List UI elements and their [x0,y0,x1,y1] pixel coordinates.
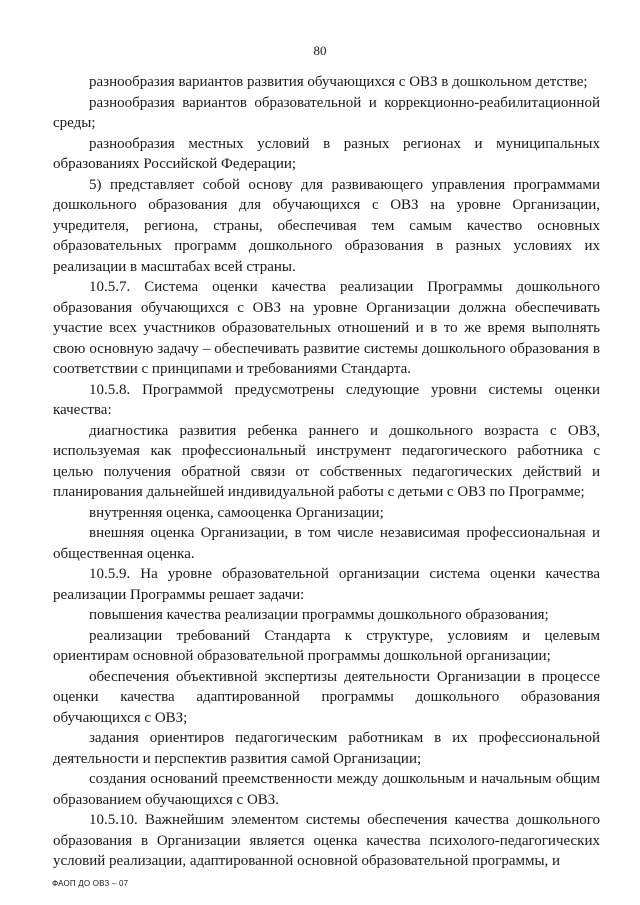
paragraph: внутренняя оценка, самооценка Организации; [89,504,384,521]
paragraph: задания ориентиров педагогическим работникам в их профессиональной деятельности и перспектив развития самой Организации; [53,730,600,767]
paragraph: обеспечения объективной экспертизы деятельности Организации в процессе оценки качества адаптированной программы дошкольного образования обучающихся с ОВЗ; [53,668,600,726]
paragraph: реализации требований Стандарта к структуре, условиям и целевым ориентирам основной образовательной программы дошкольной организации; [53,627,600,664]
document-body [53,72,600,872]
paragraph: 10.5.8. Программой предусмотрены следующие уровни системы оценки качества: [53,381,600,418]
paragraph: 10.5.7. Система оценки качества реализации Программы дошкольного образования обучающихся с ОВЗ на уровне Организации должна обеспечивать участие всех участников образовательных отношений и в то же время выполнять свою основную задачу – обеспечивать развитие системы дошкольного образования в соответствии с принципами и требованиями Стандарта. [53,279,600,377]
page-number: 80 [313,43,327,58]
document-footer: ФАОП ДО ОВЗ – 07 [52,879,129,888]
paragraph: внешняя оценка Организации, в том числе независимая профессиональная и общественная оценка. [53,525,600,562]
paragraph: 10.5.10. Важнейшим элементом системы обеспечения качества дошкольного образования в Организации является оценка качества психолого-педагогических условий реализации, адаптированной основной образовательной программы, и [53,812,600,869]
paragraph: диагностика развития ребенка раннего и дошкольного возраста с ОВЗ, используемая как профессиональный инструмент педагогического работника с целью получения обратной связи от собственных педагогических действий и планирования дальнейшей индивидуальной работы с детьми с ОВЗ по Программе; [53,422,600,500]
paragraph: 5) представляет собой основу для развивающего управления программами дошкольного образования для обучающихся с ОВЗ на уровне Организации, учредителя, региона, страны, обеспечивая тем самым качество основных образовательных программ дошкольного образования в разных условиях их реализации в масштабах всей страны. [53,176,600,275]
paragraph: разнообразия местных условий в разных регионах и муниципальных образованиях Российской Федерации; [53,135,600,172]
paragraph: 10.5.9. На уровне образовательной организации система оценки качества реализации Программы решает задачи: [53,566,600,603]
paragraph: повышения качества реализации программы дошкольного образования; [89,607,549,623]
paragraph: разнообразия вариантов развития обучающихся с ОВЗ в дошкольном детстве; [89,74,588,90]
paragraph: разнообразия вариантов образовательной и коррекционно-реабилитационной среды; [53,94,600,131]
paragraph: создания оснований преемственности между дошкольным и начальным общим образованием обучающихся с ОВЗ. [53,771,600,808]
